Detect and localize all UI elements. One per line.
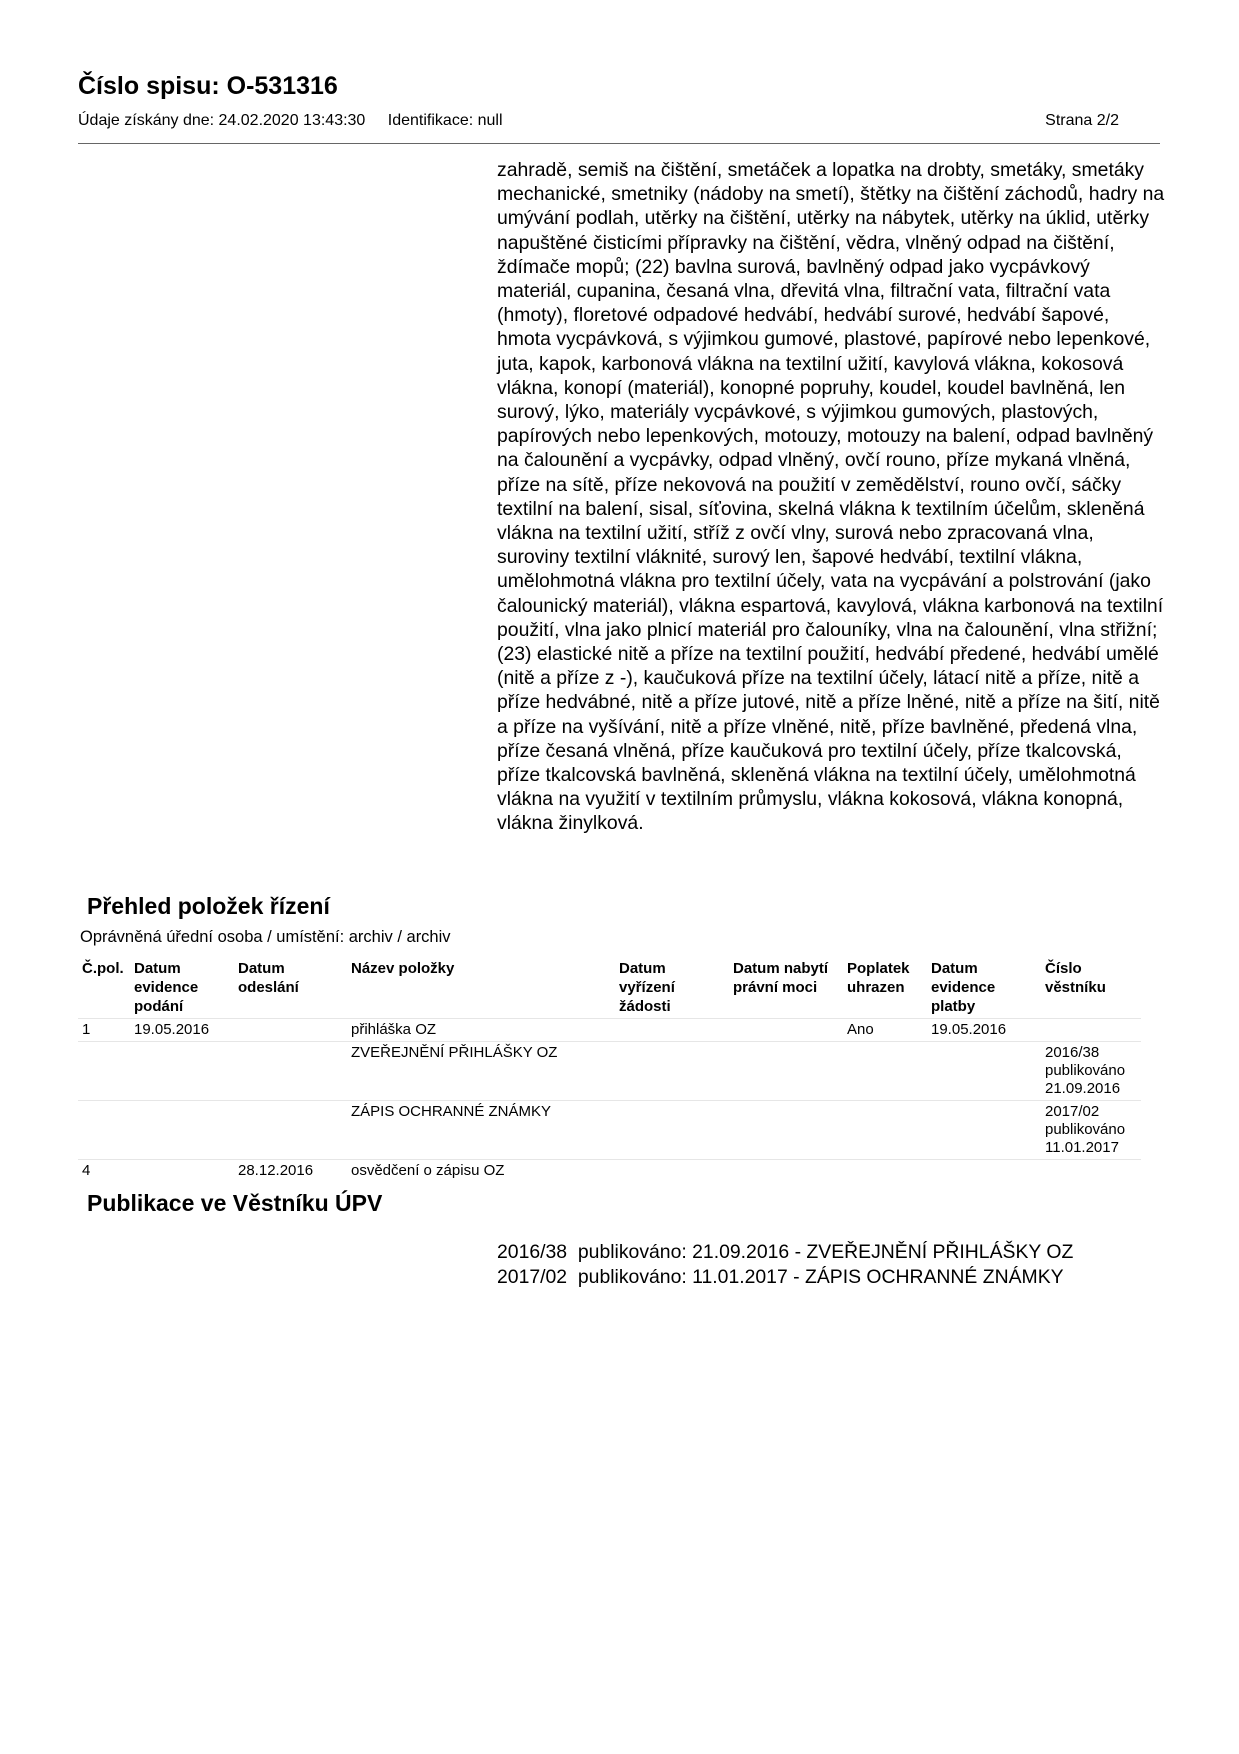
col-effective-date: Datum nabytí právní moci <box>733 960 829 996</box>
header-divider <box>78 143 1160 144</box>
table-row <box>78 1019 1141 1042</box>
bulletin-issue: 2016/38 <box>497 1241 568 1263</box>
bulletin-issue: 2017/02 <box>497 1266 568 1288</box>
col-item-name: Název položky <box>351 960 455 977</box>
cell <box>1041 1160 1141 1183</box>
retrieval-date: Údaje získány dne: 24.02.2020 13:43:30 <box>78 112 366 129</box>
cell <box>927 1042 1041 1101</box>
file-number-title: Číslo spisu: O-531316 <box>78 72 338 100</box>
table-row <box>78 1042 1141 1101</box>
col-filing-date: Datum evidence podání <box>134 960 199 1015</box>
cell <box>615 1160 729 1183</box>
cell: Ano <box>843 1019 927 1042</box>
col-fee-paid: Poplatek uhrazen <box>847 960 910 996</box>
cell <box>130 1042 234 1101</box>
cell <box>843 1042 927 1101</box>
list-item <box>497 1240 1073 1265</box>
cell <box>843 1101 927 1160</box>
cell: 2017/02 publikováno 11.01.2017 <box>1041 1101 1141 1160</box>
cell: 1 <box>78 1019 130 1042</box>
col-sent-date: Datum odeslání <box>238 960 299 996</box>
col-bulletin-number: Číslo věstníku <box>1045 960 1106 996</box>
cell: 28.12.2016 <box>234 1160 347 1183</box>
identification: Identifikace: null <box>387 112 503 129</box>
goods-and-services-text: zahradě, semiš na čištění, smetáček a lopatka na drobty, smetáky, smetáky mechanické, smetniky (nádoby na smetí), štětky na čištění záchodů, hadry na umývání podlah, utěrky na čištění, utěrky na nábytek, utěrky na úklid, utěrky napuštěné čisticími přípravky na čištění, vědra, vlněný odpad na čištění, ždímače mopů; (22) bavlna surová, bavlněný odpad jako vycpávkový materiál, cupanina, česaná vlna, dřevitá vlna, filtrační vata, filtrační vata (hmoty), floretové odpadové hedvábí, hedvábí surové, hedvábí šapové, hmota vycpávková, s výjimkou gumové, plastové, papírové nebo lepenkové, juta, kapok, karbonová vlákna na textilní užití, kavylová vlákna, kokosová vlákna, konopí (materiál), konopné popruhy, koudel, koudel bavlněná, len surový, lýko, materiály vycpávkové, s výjimkou gumových, plastových, papírových nebo lepenkových, motouzy, motouzy na balení, odpad bavlněný na čalounění a vycpávky, odpad vlněný, ovčí rouno, příze mykaná vlněná, příze na sítě, příze nekovová na použití v zemědělství, rouno ovčí, sáčky textilní na balení, sisal, síťovina, skelná vlákna k textilním účelům, skleněná vlákna na textilní užití, stříž z ovčí vlny, surová nebo zpracovaná vlna, suroviny textilní vláknité, surový len, šapové hedvábí, textilní vlákna, umělohmotná vlákna pro textilní účely, vata na vycpávání a polstrování (jako čalounický materiál), vlákna espartová, kavylová, vlákna karbonová na textilní použití, vlna jako plnicí materiál pro čalouníky, vlna na čalounění, vlna střižní; (23) elastické nitě a příze na textilní použití, hedvábí předené, hedvábí umělé (nitě a příze z -), kaučuková příze na textilní účely, látací nitě a příze, nitě a příze hedvábné, nitě a příze jutové, nitě a příze lněné, nitě a příze na šití, nitě a příze na vyšívání, nitě a příze vlněné, nitě, příze bavlněné, předená vlna, příze česaná vlněná, příze kaučuková pro textilní účely, příze tkalcovská, příze tkalcovská bavlněná, skleněná vlákna na textilní účely, umělohmotná vlákna na využití v textilním průmyslu, vlákna kokosová, vlákna konopná, vlákna žinylková. <box>497 159 1165 835</box>
header-meta <box>78 112 521 130</box>
cell: 4 <box>78 1160 130 1183</box>
page-number: Strana 2/2 <box>1045 112 1119 129</box>
cell <box>615 1101 729 1160</box>
cell <box>927 1101 1041 1160</box>
cell: ZÁPIS OCHRANNÉ ZNÁMKY <box>347 1101 615 1160</box>
cell <box>78 1101 130 1160</box>
cell: 19.05.2016 <box>130 1019 234 1042</box>
cell: ZVEŘEJNĚNÍ PŘIHLÁŠKY OZ <box>347 1042 615 1101</box>
publications-heading: Publikace ve Věstníku ÚPV <box>87 1190 383 1216</box>
col-number: Č.pol. <box>82 960 124 977</box>
cell <box>234 1019 347 1042</box>
cell <box>729 1101 843 1160</box>
cell: přihláška OZ <box>347 1019 615 1042</box>
cell: osvědčení o zápisu OZ <box>347 1160 615 1183</box>
cell <box>1041 1019 1141 1042</box>
cell: 19.05.2016 <box>927 1019 1041 1042</box>
items-table <box>78 957 1141 1182</box>
cell <box>234 1042 347 1101</box>
cell <box>927 1160 1041 1183</box>
col-payment-date: Datum evidence platby <box>931 960 996 1015</box>
cell <box>729 1019 843 1042</box>
publication-text: publikováno: 21.09.2016 - ZVEŘEJNĚNÍ PŘIHLÁŠKY OZ <box>577 1241 1074 1263</box>
table-row <box>78 1101 1141 1160</box>
list-item <box>497 1265 1073 1290</box>
cell <box>615 1019 729 1042</box>
table-row <box>78 1160 1141 1183</box>
cell <box>729 1160 843 1183</box>
items-table-header <box>78 957 1141 1019</box>
cell <box>234 1101 347 1160</box>
cell <box>615 1042 729 1101</box>
publication-text: publikováno: 11.01.2017 - ZÁPIS OCHRANNÉ ZNÁMKY <box>577 1266 1064 1288</box>
cell: 2016/38 publikováno 21.09.2016 <box>1041 1042 1141 1101</box>
col-resolution-date: Datum vyřízení žádosti <box>619 960 675 1015</box>
cell <box>130 1101 234 1160</box>
cell <box>843 1160 927 1183</box>
cell <box>78 1042 130 1101</box>
cell <box>130 1160 234 1183</box>
overview-heading: Přehled položek řízení <box>87 893 330 919</box>
cell <box>729 1042 843 1101</box>
overview-subtitle: Oprávněná úřední osoba / umístění: archiv / archiv <box>80 928 451 946</box>
publications-list <box>497 1240 1073 1290</box>
